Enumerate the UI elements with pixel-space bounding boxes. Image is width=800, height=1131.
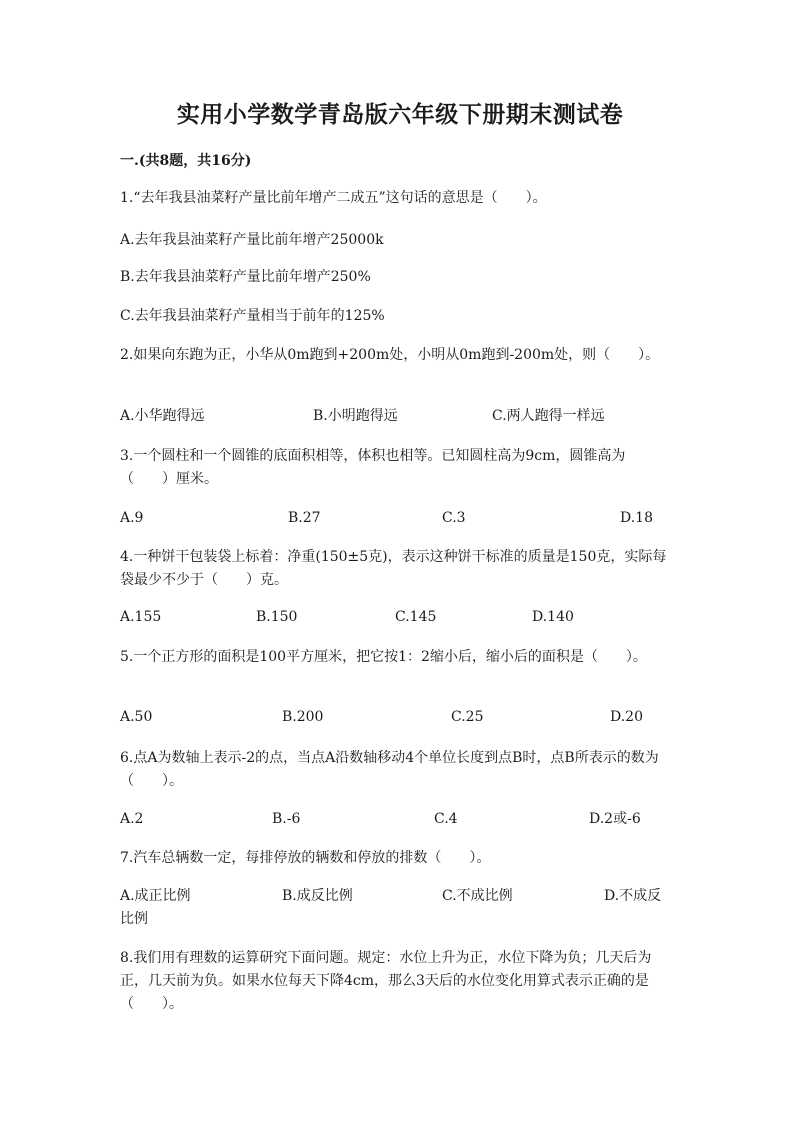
q2-option-a: A.小华跑得远: [120, 408, 205, 424]
q6-option-b: B.-6: [272, 811, 301, 827]
q7-option-b: B.成反比例: [282, 888, 353, 904]
q5-option-d: D.20: [610, 709, 643, 725]
q1-option-c: C.去年我县油菜籽产量相当于前年的125%: [120, 308, 385, 324]
q5-option-c: C.25: [451, 709, 484, 725]
q3-option-b: B.27: [288, 510, 321, 526]
q5-option-b: B.200: [282, 709, 324, 725]
q7-options: [120, 885, 672, 931]
question-7: 7.汽车总辆数一定，每排停放的辆数和停放的排数（ ）。: [120, 850, 491, 866]
q4-option-a: A.155: [120, 609, 162, 625]
q2-option-b: B.小明跑得远: [313, 408, 398, 424]
question-4: 4.一种饼干包装袋上标着：净重(150±5克)，表示这种饼干标准的质量是150克，实际每袋最少不少于（ ）克。: [120, 549, 667, 588]
q7-option-d: D.不成反: [604, 888, 662, 904]
q2-option-c: C.两人跑得一样远: [492, 408, 605, 424]
q3-option-c: C.3: [442, 510, 466, 526]
page-title: 实用小学数学青岛版六年级下册期末测试卷: [176, 101, 624, 128]
q3-option-a: A.9: [120, 510, 144, 526]
q7-option-c: C.不成比例: [442, 888, 513, 904]
question-3: 3.一个圆柱和一个圆锥的底面积相等，体积也相等。已知圆柱高为9cm，圆锥高为（ ）厘米。: [120, 448, 626, 487]
section-heading: 一.(共8题，共16分): [120, 153, 252, 169]
question-1: 1.“去年我县油菜籽产量比前年增产二成五”这句话的意思是（ ）。: [120, 190, 547, 206]
q3-option-d: D.18: [620, 510, 653, 526]
q7-option-a: A.成正比例: [120, 888, 191, 904]
question-2: 2.如果向东跑为正，小华从0m跑到+200m处，小明从0m跑到-200m处，则（ ）。: [120, 347, 660, 363]
q7-option-d-continued: 比例: [120, 911, 148, 927]
q4-option-c: C.145: [395, 609, 437, 625]
q5-options: [120, 706, 672, 752]
question-5: 5.一个正方形的面积是100平方厘米，把它按1：2缩小后，缩小后的面积是（ ）。: [120, 649, 647, 665]
q1-option-b: B.去年我县油菜籽产量比前年增产250%: [120, 269, 371, 285]
q6-option-d: D.2或-6: [589, 811, 641, 827]
q5-option-a: A.50: [120, 709, 153, 725]
question-6: 6.点A为数轴上表示-2的点，当点A沿数轴移动4个单位长度到点B时，点B所表示的数为（ ）。: [120, 750, 659, 789]
q1-option-a: A.去年我县油菜籽产量比前年增产25000k: [120, 232, 384, 248]
question-8: 8.我们用有理数的运算研究下面问题。规定：水位上升为正，水位下降为负；几天后为正，几天前为负。如果水位每天下降4cm，那么3天后的水位变化用算式表示正确的是（ ）。: [120, 950, 652, 1012]
q6-option-a: A.2: [120, 811, 144, 827]
q4-option-b: B.150: [256, 609, 298, 625]
q4-option-d: D.140: [532, 609, 574, 625]
q6-option-c: C.4: [434, 811, 458, 827]
